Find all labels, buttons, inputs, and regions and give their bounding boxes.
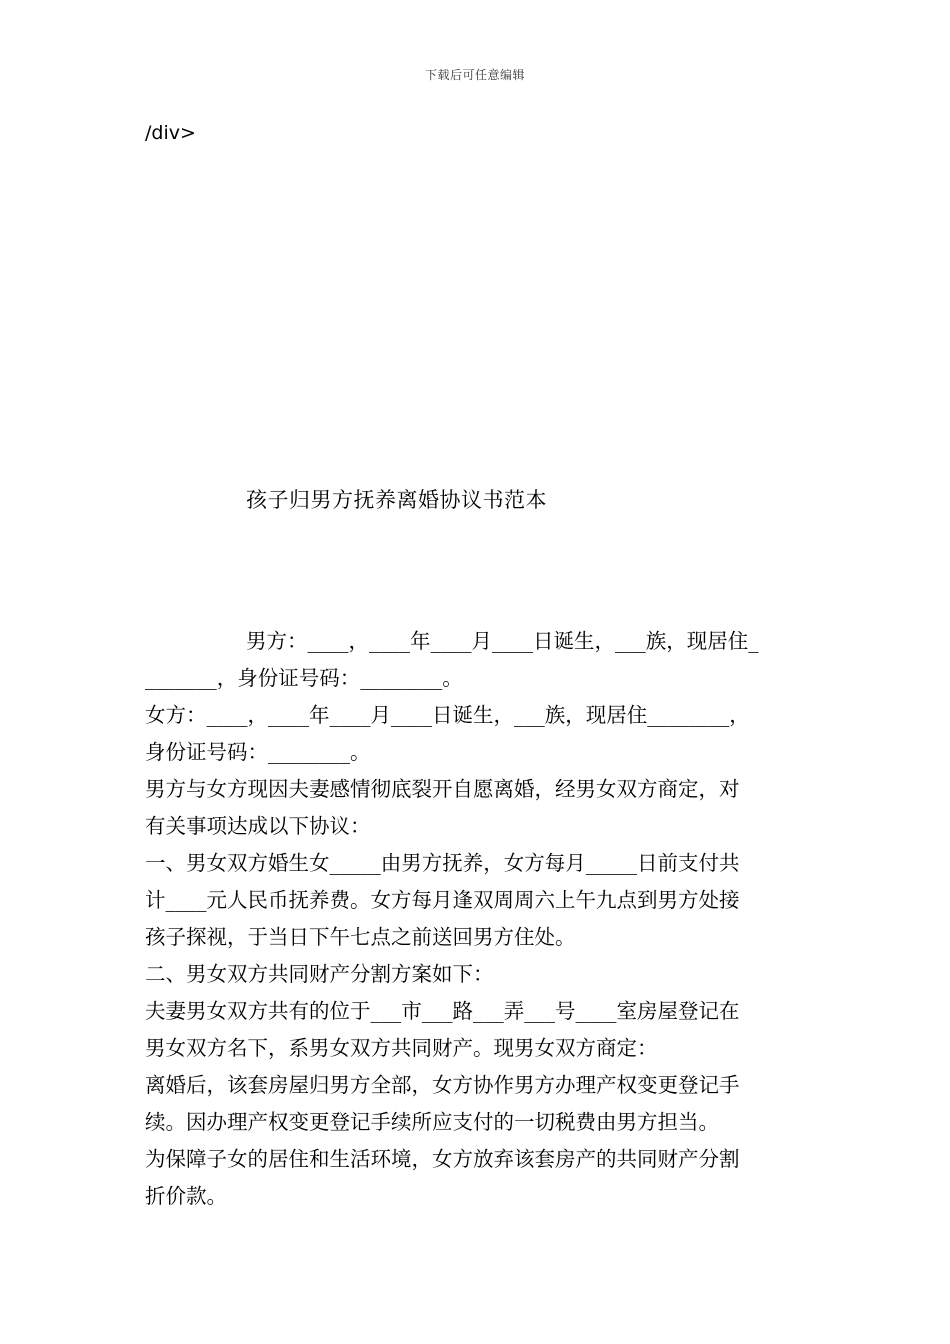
- text-line: 折价款。: [145, 1184, 227, 1208]
- text-line: 离婚后，该套房屋归男方全部，女方协作男方办理产权变更登记手: [145, 1073, 740, 1097]
- text-line: 一、男女双方婚生女_____由男方抚养，女方每月_____日前支付共: [145, 851, 740, 875]
- text-line: 为保障子女的居住和生活环境，女方放弃该套房产的共同财产分割: [145, 1147, 740, 1171]
- text-line: 男方与女方现因夫妻感情彻底裂开自愿离婚，经男女双方商定，对: [145, 777, 740, 801]
- document-body: [145, 623, 810, 1215]
- text-line: 二、男女双方共同财产分割方案如下：: [145, 962, 494, 986]
- text-line: 计____元人民币抚养费。女方每月逢双周周六上午九点到男方处接: [145, 888, 740, 912]
- text-line: _______，身份证号码：________。: [145, 666, 463, 690]
- page-header-note: 下载后可任意编辑: [424, 68, 525, 82]
- text-line: 有关事项达成以下协议：: [145, 814, 371, 838]
- text-line: 男女双方名下，系男女双方共同财产。现男女双方商定：: [145, 1036, 658, 1060]
- text-line: 夫妻男女双方共有的位于___市___路___弄___号____室房屋登记在: [145, 999, 740, 1023]
- text-line: 男方：____，____年____月____日诞生，___族，现居住_: [246, 629, 759, 653]
- document-title: 孩子归男方抚养离婚协议书范本: [246, 488, 547, 512]
- text-line: 续。因办理产权变更登记手续所应支付的一切税费由男方担当。: [145, 1110, 719, 1134]
- stray-code-fragment: /div>: [145, 122, 196, 144]
- text-line: 孩子探视，于当日下午七点之前送回男方住处。: [145, 925, 576, 949]
- text-line: 身份证号码：________。: [145, 740, 371, 764]
- text-line: 女方：____，____年____月____日诞生，___族，现居住________，: [145, 703, 750, 727]
